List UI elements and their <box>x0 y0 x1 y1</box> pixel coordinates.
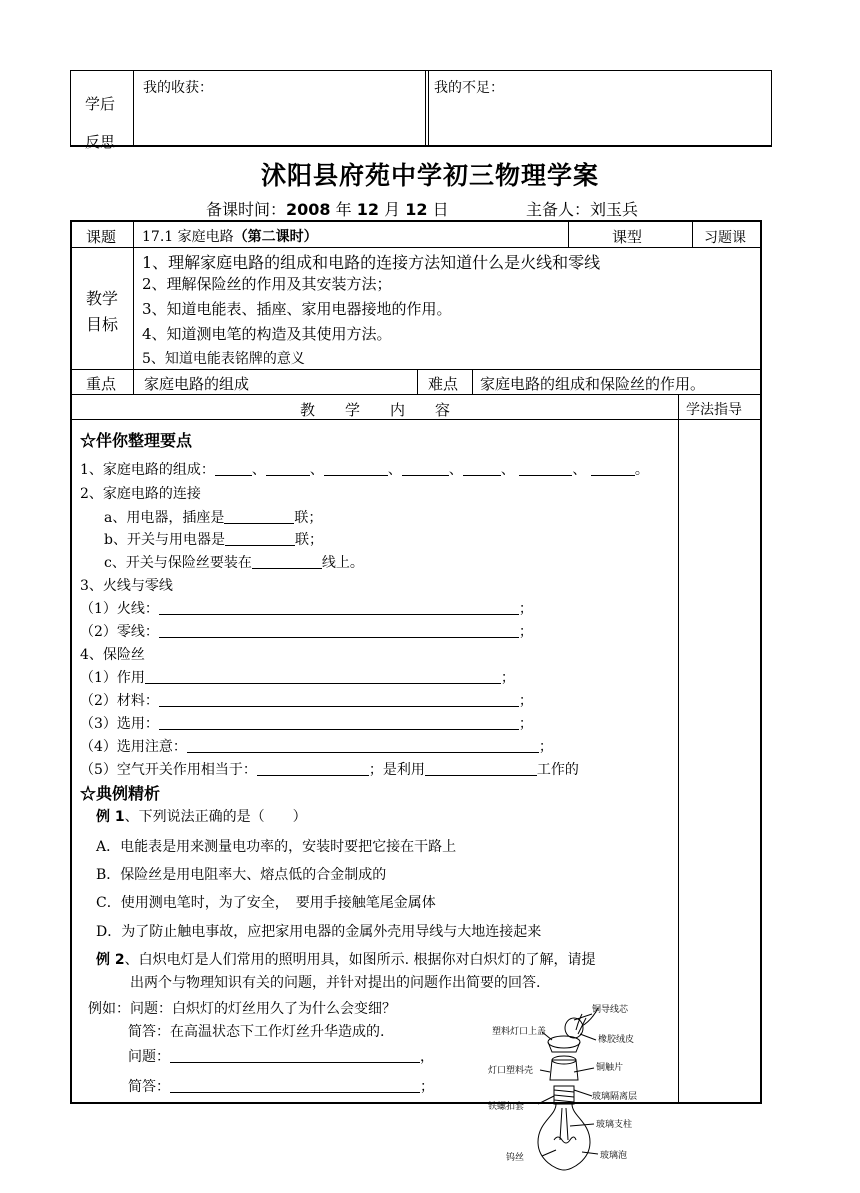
bulb-diagram <box>486 1000 666 1172</box>
key-point: 家庭电路的组成 <box>144 375 250 393</box>
q3-2: （2）零线： ； <box>80 624 533 640</box>
q1: 1、家庭电路的组成： 、 、 、 、 、 、 。 <box>80 462 649 478</box>
example2-line1: 例 2、白炽电灯是人们常用的照明用具，如图所示. 根据你对白炽灯的了解，请提 <box>96 952 596 968</box>
author-line: 主备人：刘玉兵 <box>526 200 639 219</box>
q2a: a、用电器，插座是 联； <box>104 510 323 526</box>
goal-item: 2、理解保险丝的作用及其安装方法； <box>142 275 392 293</box>
example-answer: 简答：在高温状态下工作灯丝升华造成的. <box>128 1024 385 1040</box>
section1-title: ☆伴你整理要点 <box>80 431 193 450</box>
reflection-label: 学后 反思 <box>85 95 116 151</box>
bulb-illustration <box>486 1000 666 1172</box>
q4-5: （5）空气开关作用相当于： ；是利用 工作的 <box>80 762 579 778</box>
q2b: b、开关与用电器是 联； <box>104 532 323 548</box>
lesson-type: 习题课 <box>704 230 746 246</box>
content-header: 教 学 内 容 <box>299 401 450 419</box>
q4-2: （2）材料： ； <box>80 693 533 709</box>
example1: 例 1、下列说法正确的是（ ） <box>96 809 307 825</box>
goal-label: 教学 目标 <box>86 289 119 334</box>
section2-title: ☆典例精析 <box>80 784 161 803</box>
goal-item: 5、知道电能表铭牌的意义 <box>142 351 305 367</box>
example-question: 例如：问题：白炽灯的灯丝用久了为什么会变细？ <box>88 1001 396 1017</box>
shortage-label: 我的不足： <box>434 80 504 96</box>
option-a: A．电能表是用来测量电功率的，安装时要把它接在干路上 <box>96 839 457 855</box>
goal-list <box>142 250 600 371</box>
label-socket-shell: 灯口塑料壳 <box>488 1066 534 1076</box>
goal-item: 4、知道测电笔的构造及其使用方法。 <box>142 325 392 343</box>
q2c: c、开关与保险丝要装在 线上。 <box>104 555 364 571</box>
q4-1: （1）作用 ； <box>80 670 515 686</box>
q2: 2、家庭电路的连接 <box>80 486 201 502</box>
label-screw: 铁螺扣套 <box>488 1102 525 1112</box>
page-title: 沭阳县府苑中学初三物理学案 <box>260 161 599 190</box>
label-glass-bulb: 玻璃泡 <box>600 1151 628 1161</box>
q4-4: （4）选用注意： ； <box>80 739 553 755</box>
method-header: 学法指导 <box>686 402 742 418</box>
option-c: C．使用测电笔时，为了安全， 要用手接触笔尾金属体 <box>96 895 436 911</box>
reflection-table <box>70 70 772 151</box>
q3: 3、火线与零线 <box>80 578 173 594</box>
goal-item: 1、理解家庭电路的组成和电路的连接方法知道什么是火线和零线 <box>142 253 601 272</box>
label-contact: 铜触片 <box>596 1063 624 1073</box>
q4-3: （3）选用： ； <box>80 716 533 732</box>
topic: 17.1 家庭电路（第二课时） <box>142 229 318 245</box>
blank-answer: 简答： ； <box>128 1079 434 1095</box>
date-line: 备课时间：2008 年 12 月 12 日 <box>206 200 449 219</box>
label-glass-support: 玻璃支柱 <box>596 1120 633 1130</box>
key-label: 重点 <box>86 375 117 393</box>
label-cap: 塑料灯口上盖 <box>492 1027 547 1037</box>
q4: 4、保险丝 <box>80 647 145 663</box>
example2-line2: 出两个与物理知识有关的问题，并针对提出的问题作出简要的回答. <box>130 975 541 991</box>
type-label: 课型 <box>612 228 643 246</box>
option-d: D．为了防止触电事故，应把家用电器的金属外壳用导线与大地连接起来 <box>96 924 542 940</box>
q3-1: （1）火线： ； <box>80 601 533 617</box>
label-copper-core: 铜导线芯 <box>592 1005 629 1015</box>
option-b: B．保险丝是用电阻率大、熔点低的合金制成的 <box>96 867 387 883</box>
blank-question: 问题： ， <box>128 1049 434 1065</box>
difficult-label: 难点 <box>428 375 459 393</box>
gain-label: 我的收获： <box>143 80 213 96</box>
label-glass-layer: 玻璃隔离层 <box>592 1092 638 1102</box>
topic-label: 课题 <box>86 228 117 246</box>
label-rubber: 橡胶绒皮 <box>598 1035 635 1045</box>
goal-item: 3、知道电能表、插座、家用电器接地的作用。 <box>142 300 452 318</box>
label-filament: 钨丝 <box>506 1153 525 1163</box>
difficult-point: 家庭电路的组成和保险丝的作用。 <box>480 375 706 393</box>
